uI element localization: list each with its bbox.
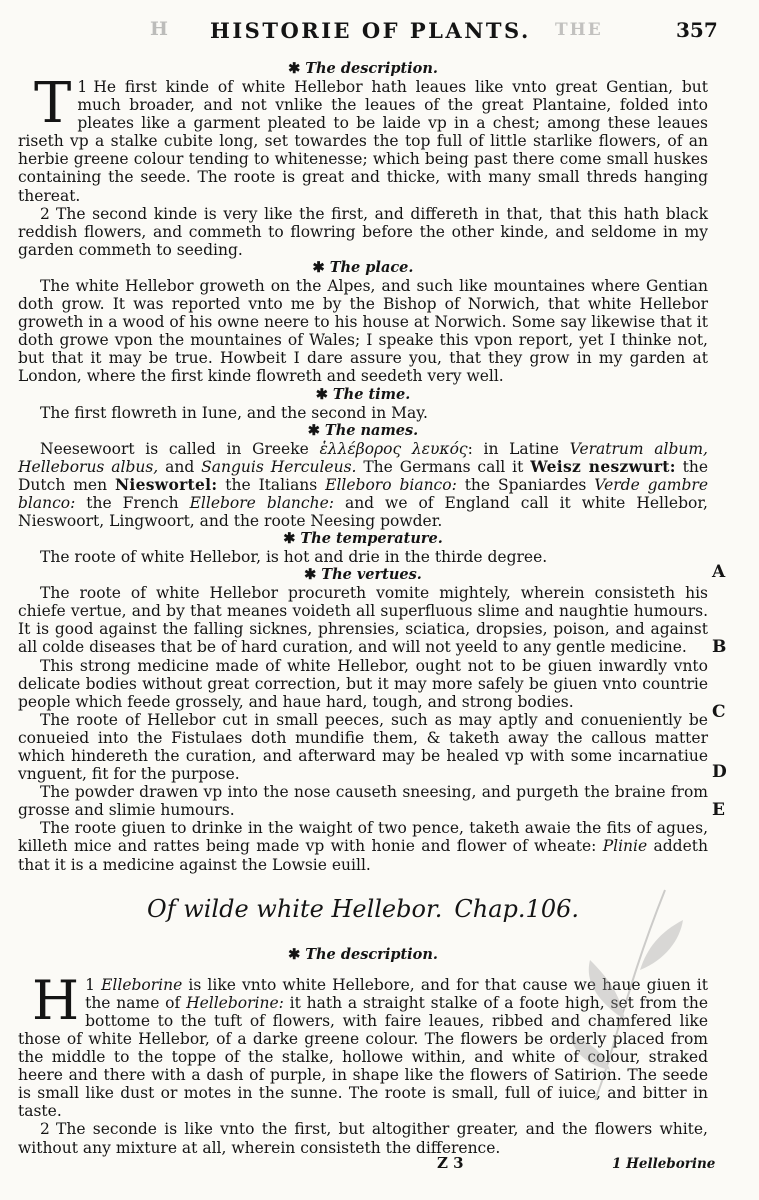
latin-name: Sanguis Herculeus. xyxy=(201,457,357,476)
names-paragraph: Neesewoort is called in Greeke ἑλλέβορος λευκός: in Latine Veratrum album, Helleborus albus, and Sanguis Herculeus. The Germans call it Weisz neszwurt: the Dutch men Nieswortel: the Italians Elleboro bianco: the Spaniardes Verde gambre blanco: the French Ellebore blanche: and we of England call it white Hellebor, Nieswoort, Lingwoort, and the roote Neesing powder. xyxy=(18,439,709,530)
margin-letter-c: C xyxy=(712,702,726,722)
vertues-paragraph-e: The roote giuen to drinke in the waight of two pence, taketh awaie the fits of agues, killeth mice and rattes being made vp with honie and flower of wheate: Plinie addeth that it is a medicine against the Lowsie euill. xyxy=(18,819,708,874)
asterisk-icon: ✱ xyxy=(304,566,317,584)
margin-letter-e: E xyxy=(712,800,725,820)
latin-name: Veratrum album, Helleborus albus, xyxy=(18,439,708,476)
asterisk-icon: ✱ xyxy=(288,60,301,77)
chapter-title: Of wilde white Hellebor. xyxy=(147,894,443,923)
description2-paragraph-2: 2 The seconde is like vnto the first, but altogither greater, and the flowers white, without any mixture at all, wherein consisteth the difference. xyxy=(18,1120,708,1157)
margin-letter-a: A xyxy=(712,562,726,582)
plant-name: Elleborine xyxy=(101,975,183,994)
chapter-number: Chap.106. xyxy=(454,894,579,923)
bleed-through-text-right: THE xyxy=(555,20,603,40)
italian-name: Elleboro bianco: xyxy=(325,475,457,494)
greek-name: ἑλλέβορος λευκός xyxy=(319,439,468,458)
vertues-paragraph-c: The roote of Hellebor cut in small peeces, such as may aptly and conueniently be conueied into the Fistulaes doth mundifie them, & taketh away the callous matter which hindereth the curation, and afterward may be healed vp with some incarnatiue vnguent, fit for the purpose. xyxy=(18,710,708,784)
running-title: HISTORIE OF PLANTS. xyxy=(210,18,531,43)
section-heading-time: ✱ The time. xyxy=(315,385,411,403)
description-paragraph-1: 1 T He first kinde of white Hellebor hath leaues like vnto great Gentian, but much broader, and not vnlike the leaues of the great Plantaine, folded into pleates like a garment pleated to be laide vp in a chest; among these leaues riseth vp a stalke cubite long, set towardes the top full of little starlike flowers, of an herbie greene colour tending to whitenesse; which being past there come small huskes containing the seede. The roote is great and thicke, with many small threds hanging thereat. xyxy=(18,71,708,205)
german-name: Weisz neszwurt: xyxy=(530,456,676,476)
paragraph-number: 2 xyxy=(40,204,50,223)
section-heading-description-2: ✱ The description. xyxy=(288,945,438,963)
margin-letter-d: D xyxy=(712,762,727,782)
dutch-name: Nieswortel: xyxy=(114,474,218,494)
drop-cap: H xyxy=(32,968,80,1032)
vertues-paragraph-a: The roote of white Hellebor procureth vomite mightely, wherein consisteth his chiefe vertue, and by that meanes voideth all superfluous slime and naughtie humours. It is good against the falling sicknes, phrensies, sciatica, dropsies, poison, and against all colde diseases that be of hard curation, and will not yeeld to any gentle medicine. xyxy=(18,584,708,657)
french-name: Ellebore blanche: xyxy=(189,493,334,512)
description-paragraph-2: 2 The second kinde is very like the first, and differeth in that, that this hath black reddish flowers, and commeth to flowring before the other kinde, and seldome in my garden commeth to seeding. xyxy=(18,204,708,259)
bleed-through-text-left: H xyxy=(150,18,170,40)
plant-name: Helleborine: xyxy=(186,993,284,1012)
section-heading-description: ✱ The description. xyxy=(288,60,438,77)
section-heading-vertues: ✱ The vertues. xyxy=(304,566,422,584)
temperature-paragraph: The roote of white Hellebor, is hot and drie in the thirde degree. xyxy=(40,548,548,567)
time-paragraph: The first flowreth in Iune, and the second in May. xyxy=(40,403,428,422)
margin-letter-b: B xyxy=(712,637,727,657)
asterisk-icon: ✱ xyxy=(312,258,325,276)
author-name: Plinie xyxy=(602,837,648,856)
description2-paragraph-1: 1 H Elleborine is like vnto white Hellebore, and for that cause we haue giuen it the name of Helleborine: it hath a straight stalke of a foote high, set from the bottome to the tuft of flowers, with faire leaues, ribbed and chamfered like those of white Hellebor, of a darke greene colour. The flowers be orderly placed from the middle to the toppe of the stalke, hollowe within, and white of colour, straked heere and there with a dash of purple, in shape like the flowers of Satirion. The seede is small like dust or motes in the sunne. The roote is small, full of iuice, and bitter in taste. xyxy=(18,968,709,1121)
section-heading-place: ✱ The place. xyxy=(312,258,414,276)
paragraph-number: 1 xyxy=(77,78,88,96)
catchword: 1 Helleborine xyxy=(612,1156,716,1172)
place-paragraph: The white Hellebor groweth on the Alpes, and such like mountaines where Gentian doth grow. It was reported vnto me by the Bishop of Norwich, that white Hellebor groweth in a wood of his owne neere to his house at Norwich. Some say likewise that it doth growe vpon the mountaines of Wales; I speake this vpon report, yet I thinke not, but that it may be true. Howbeit I dare assure you, that they grow in my garden at London, where the first kinde flowreth and seedeth very well. xyxy=(18,276,708,386)
running-header xyxy=(0,14,759,44)
signature-mark: Z 3 xyxy=(437,1154,464,1172)
section-heading-temperature: ✱ The temperature. xyxy=(283,530,443,548)
asterisk-icon: ✱ xyxy=(288,945,301,963)
asterisk-icon: ✱ xyxy=(307,421,320,439)
asterisk-icon: ✱ xyxy=(283,530,296,548)
bleed-through-plant-illustration xyxy=(555,870,705,1110)
spanish-name: Verde gambre blanco: xyxy=(18,475,709,512)
drop-cap: T xyxy=(34,71,72,136)
page-footer xyxy=(0,1154,759,1178)
vertues-paragraph-d: The powder drawen vp into the nose causeth sneesing, and purgeth the braine from grosse and slimie humours. xyxy=(18,783,708,820)
paragraph-number: 1 xyxy=(85,975,95,994)
vertues-paragraph-b: This strong medicine made of white Hellebor, ought not to be giuen inwardly vnto delicate bodies without great correction, but it may more safely be giuen vnto countrie people which feede grossely, and haue hard, tough, and strong bodies. xyxy=(18,656,708,711)
asterisk-icon: ✱ xyxy=(315,385,328,403)
paragraph-number: 2 xyxy=(40,1120,50,1139)
page-number: 357 xyxy=(676,18,718,42)
section-heading-names: ✱ The names. xyxy=(307,421,419,439)
